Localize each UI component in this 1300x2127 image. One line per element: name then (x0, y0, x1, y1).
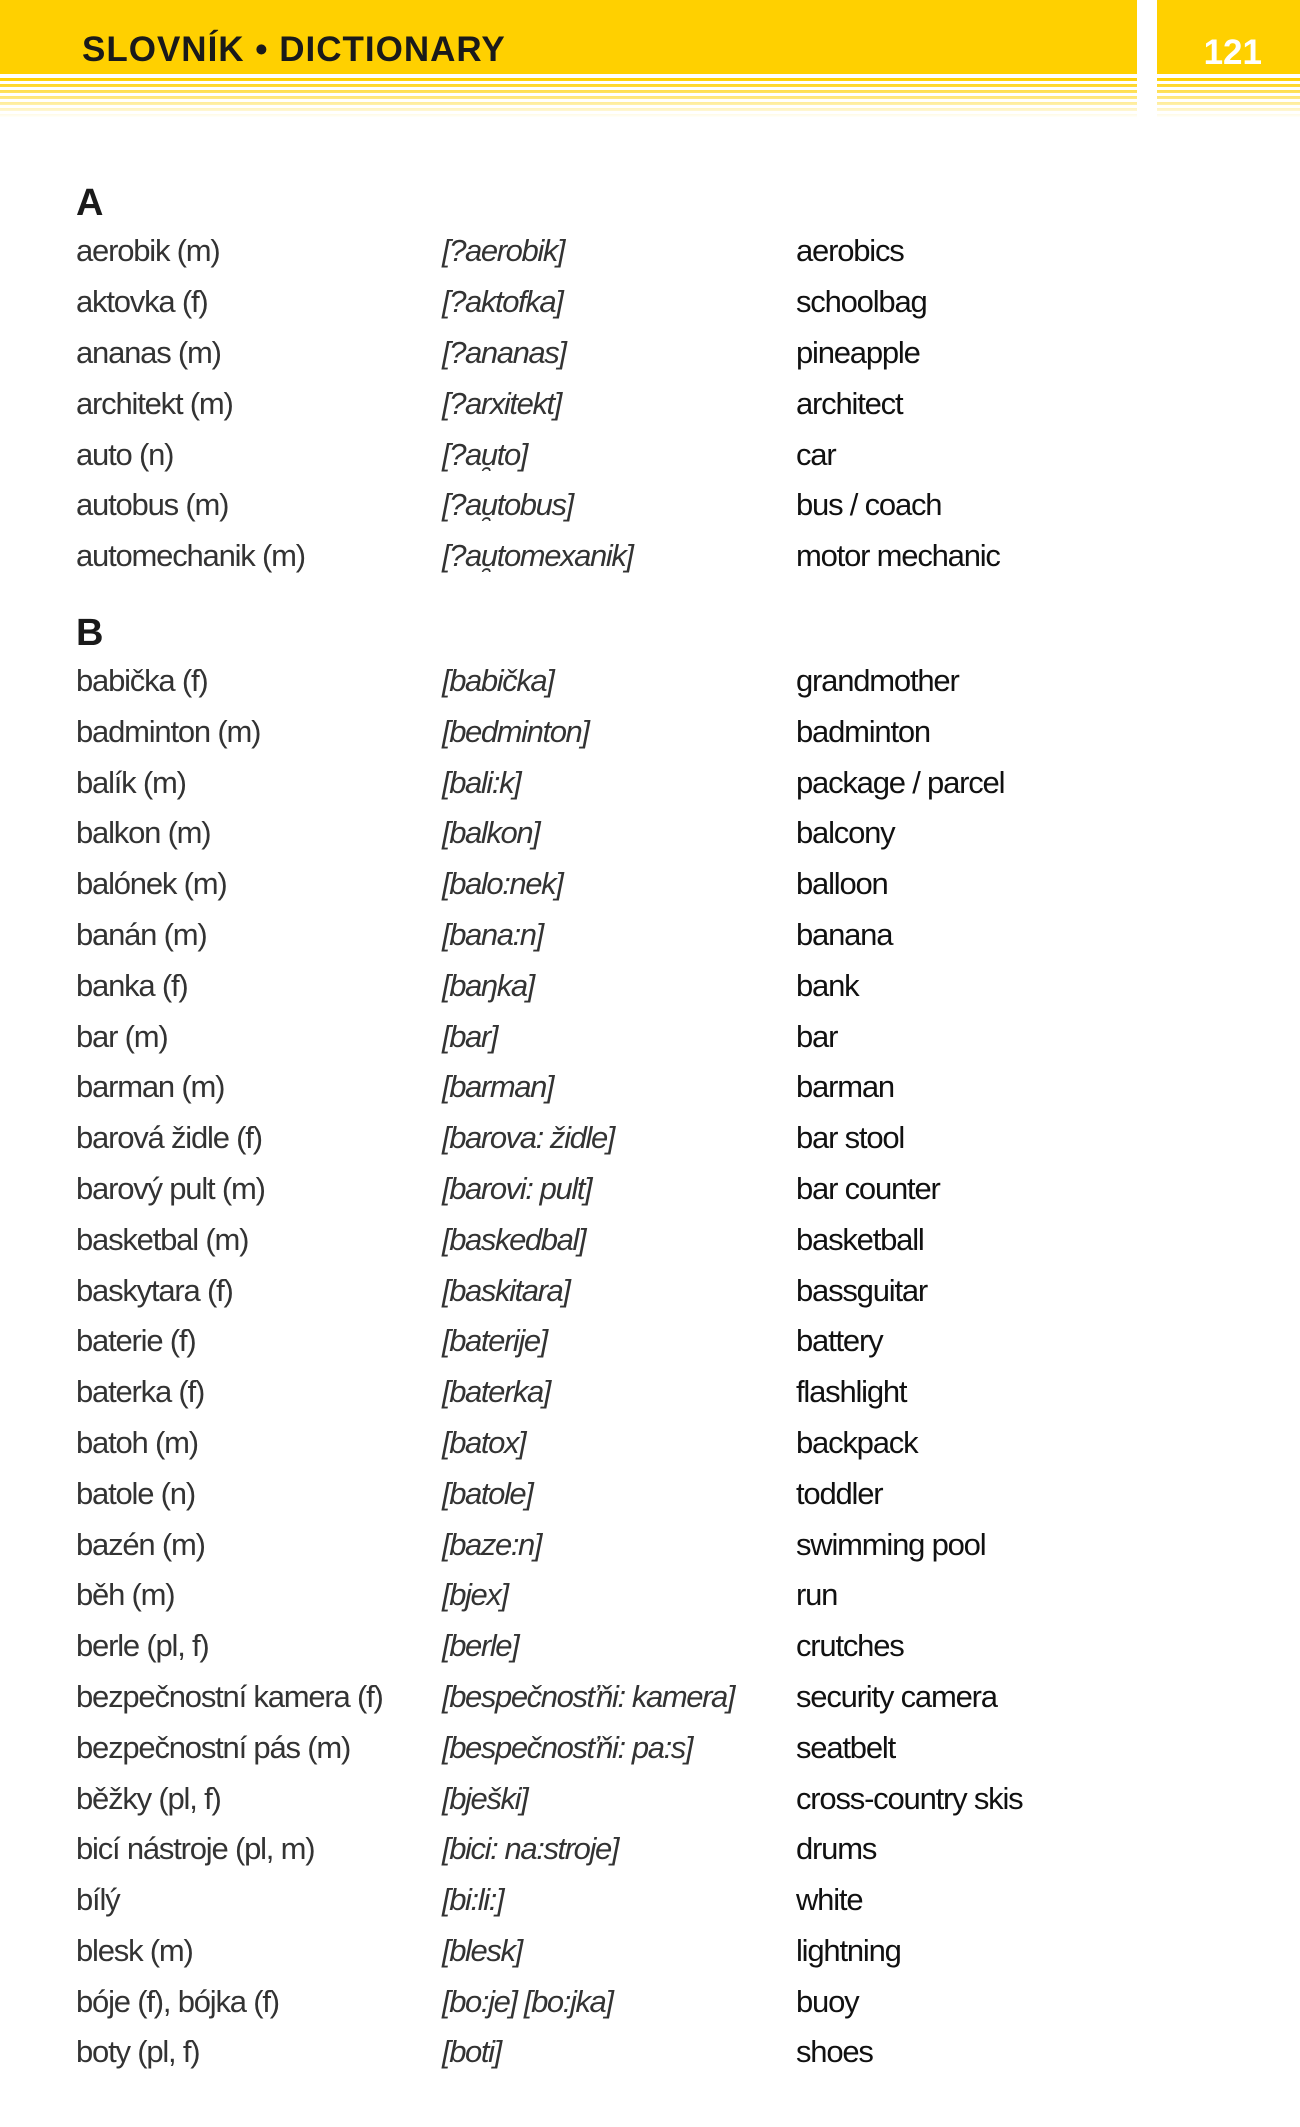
dictionary-entry (76, 1519, 1226, 1570)
dictionary-entry (76, 1316, 1226, 1367)
entry-pronunciation: [babička] (442, 662, 554, 698)
entry-pronunciation: [bedminton] (442, 713, 589, 749)
entry-word: badminton (m) (76, 713, 261, 749)
dictionary-entry (76, 1824, 1226, 1875)
entry-pronunciation: [bi:li:] (442, 1882, 504, 1918)
entry-translation: swimming pool (796, 1526, 986, 1562)
dictionary-entry (76, 429, 1226, 480)
dictionary-entry (76, 1722, 1226, 1773)
entry-pronunciation: [baterije] (442, 1323, 547, 1359)
entry-translation: balloon (796, 866, 888, 902)
entry-pronunciation: [baŋka] (442, 967, 534, 1003)
dictionary-entry (76, 1976, 1226, 2027)
entry-word: barman (m) (76, 1069, 225, 1105)
entry-pronunciation: [bar] (442, 1018, 498, 1054)
dictionary-entry (76, 1164, 1226, 1215)
entry-pronunciation: [bespečnosťňi: pa:s] (442, 1729, 693, 1765)
entry-translation: bus / coach (796, 487, 942, 523)
entry-translation: white (796, 1882, 863, 1918)
entry-pronunciation: [baterka] (442, 1374, 551, 1410)
entry-pronunciation: [batox] (442, 1424, 526, 1460)
dictionary-entry (76, 1468, 1226, 1519)
entry-pronunciation: [baskitara] (442, 1272, 570, 1308)
entry-translation: architect (796, 385, 903, 421)
entry-word: bílý (76, 1882, 120, 1918)
entry-word: bazén (m) (76, 1526, 205, 1562)
entry-word: automechanik (m) (76, 538, 305, 574)
entry-word: balónek (m) (76, 866, 227, 902)
entry-word: banka (f) (76, 967, 188, 1003)
entry-translation: badminton (796, 713, 930, 749)
entry-pronunciation: [baze:n] (442, 1526, 542, 1562)
dictionary-entry (76, 328, 1226, 379)
entry-word: basketbal (m) (76, 1221, 249, 1257)
entry-pronunciation: [boti] (442, 2034, 501, 2070)
dictionary-entry (76, 1621, 1226, 1672)
entry-translation: schoolbag (796, 284, 927, 320)
entry-word: balík (m) (76, 764, 186, 800)
entry-word: architekt (m) (76, 385, 233, 421)
entry-translation: bar counter (796, 1170, 940, 1206)
entry-word: barová židle (f) (76, 1120, 262, 1156)
entry-translation: motor mechanic (796, 538, 1000, 574)
dictionary-entry (76, 1418, 1226, 1469)
entry-translation: balcony (796, 815, 895, 851)
entry-pronunciation: [bespečnosťňi: kamera] (442, 1678, 735, 1714)
entry-word: balkon (m) (76, 815, 211, 851)
entry-word: bezpečnostní pás (m) (76, 1729, 351, 1765)
entry-translation: bar stool (796, 1120, 905, 1156)
entry-word: babička (f) (76, 662, 208, 698)
entry-word: aerobik (m) (76, 233, 220, 269)
entry-translation: lightning (796, 1932, 901, 1968)
dictionary-list (76, 170, 1226, 2078)
entry-pronunciation: [?au̯tomexanik] (442, 538, 633, 574)
entry-translation: run (796, 1577, 838, 1613)
dictionary-entry (76, 1367, 1226, 1418)
dictionary-entry (76, 656, 1226, 707)
entry-pronunciation: [bo:je] [bo:jka] (442, 1983, 613, 2019)
dictionary-entry (76, 1265, 1226, 1316)
dictionary-entry (76, 226, 1226, 277)
entry-pronunciation: [berle] (442, 1628, 519, 1664)
dictionary-entry (76, 1113, 1226, 1164)
entry-pronunciation: [baskedbal] (442, 1221, 586, 1257)
entry-translation: security camera (796, 1678, 997, 1714)
entry-word: barový pult (m) (76, 1170, 265, 1206)
dictionary-entry (76, 1672, 1226, 1723)
entry-translation: buoy (796, 1983, 859, 2019)
entry-translation: aerobics (796, 233, 904, 269)
dictionary-entry (76, 1062, 1226, 1113)
entry-word: bicí nástroje (pl, m) (76, 1831, 315, 1867)
entry-pronunciation: [batole] (442, 1475, 533, 1511)
entry-word: bezpečnostní kamera (f) (76, 1678, 383, 1714)
entry-translation: grandmother (796, 662, 959, 698)
entry-word: baterie (f) (76, 1323, 196, 1359)
dictionary-entry (76, 1214, 1226, 1265)
dictionary-entry (76, 1011, 1226, 1062)
dictionary-entry (76, 706, 1226, 757)
dictionary-entry (76, 859, 1226, 910)
entry-pronunciation: [blesk] (442, 1932, 522, 1968)
entry-translation: battery (796, 1323, 883, 1359)
entry-pronunciation: [balkon] (442, 815, 540, 851)
entry-translation: bassguitar (796, 1272, 928, 1308)
entry-translation: flashlight (796, 1374, 907, 1410)
entry-pronunciation: [?au̯to] (442, 436, 528, 472)
section-letter: A (76, 182, 104, 224)
entry-pronunciation: [bali:k] (442, 764, 521, 800)
entry-word: běžky (pl, f) (76, 1780, 221, 1816)
entry-pronunciation: [?aktofka] (442, 284, 563, 320)
dictionary-section (76, 170, 1226, 582)
dictionary-entry (76, 277, 1226, 328)
header-stripes (0, 78, 1137, 118)
page-number: 121 (1203, 33, 1262, 72)
entry-word: aktovka (f) (76, 284, 208, 320)
dictionary-entry (76, 1773, 1226, 1824)
dictionary-entry (76, 531, 1226, 582)
entry-pronunciation: [?au̯tobus] (442, 487, 573, 523)
entry-translation: toddler (796, 1475, 883, 1511)
entry-pronunciation: [?arxitekt] (442, 385, 561, 421)
entry-pronunciation: [?aerobik] (442, 233, 565, 269)
entry-word: bar (m) (76, 1018, 168, 1054)
entry-translation: bar (796, 1018, 838, 1054)
entry-pronunciation: [bjex] (442, 1577, 508, 1613)
entry-translation: car (796, 436, 836, 472)
entry-translation: crutches (796, 1628, 904, 1664)
page-title: SLOVNÍK • DICTIONARY (82, 30, 506, 69)
entry-word: batole (n) (76, 1475, 195, 1511)
dictionary-entry (76, 1570, 1226, 1621)
dictionary-entry (76, 910, 1226, 961)
entry-word: batoh (m) (76, 1424, 198, 1460)
entry-translation: seatbelt (796, 1729, 895, 1765)
entry-word: ananas (m) (76, 334, 221, 370)
entry-translation: drums (796, 1831, 877, 1867)
entry-translation: barman (796, 1069, 894, 1105)
entry-translation: shoes (796, 2034, 873, 2070)
dictionary-section (76, 600, 1226, 2078)
entry-translation: bank (796, 967, 859, 1003)
dictionary-entry (76, 378, 1226, 429)
entry-pronunciation: [balo:nek] (442, 866, 563, 902)
entry-translation: backpack (796, 1424, 918, 1460)
entry-word: banán (m) (76, 916, 207, 952)
dictionary-entry (76, 1875, 1226, 1926)
entry-word: baskytara (f) (76, 1272, 233, 1308)
entry-translation: package / parcel (796, 764, 1005, 800)
entry-pronunciation: [bici: na:stroje] (442, 1831, 619, 1867)
entry-word: autobus (m) (76, 487, 229, 523)
entry-translation: cross-country skis (796, 1780, 1023, 1816)
entry-word: auto (n) (76, 436, 174, 472)
dictionary-entry (76, 808, 1226, 859)
entry-pronunciation: [bana:n] (442, 916, 543, 952)
entry-word: blesk (m) (76, 1932, 193, 1968)
entry-pronunciation: [barovi: pult] (442, 1170, 592, 1206)
entry-word: boty (pl, f) (76, 2034, 200, 2070)
entry-pronunciation: [?ananas] (442, 334, 566, 370)
entry-pronunciation: [barman] (442, 1069, 554, 1105)
dictionary-entry (76, 960, 1226, 1011)
entry-pronunciation: [bješki] (442, 1780, 528, 1816)
dictionary-entry (76, 757, 1226, 808)
dictionary-entry (76, 2027, 1226, 2078)
entry-word: baterka (f) (76, 1374, 205, 1410)
entry-pronunciation: [barova: židle] (442, 1120, 614, 1156)
entry-word: běh (m) (76, 1577, 175, 1613)
entry-word: berle (pl, f) (76, 1628, 209, 1664)
dictionary-entry (76, 480, 1226, 531)
entry-translation: basketball (796, 1221, 924, 1257)
entry-translation: pineapple (796, 334, 920, 370)
dictionary-entry (76, 1926, 1226, 1977)
entry-translation: banana (796, 916, 893, 952)
section-letter: B (76, 611, 104, 654)
entry-word: bóje (f), bójka (f) (76, 1983, 279, 2019)
page-number-stripes (1157, 78, 1300, 118)
